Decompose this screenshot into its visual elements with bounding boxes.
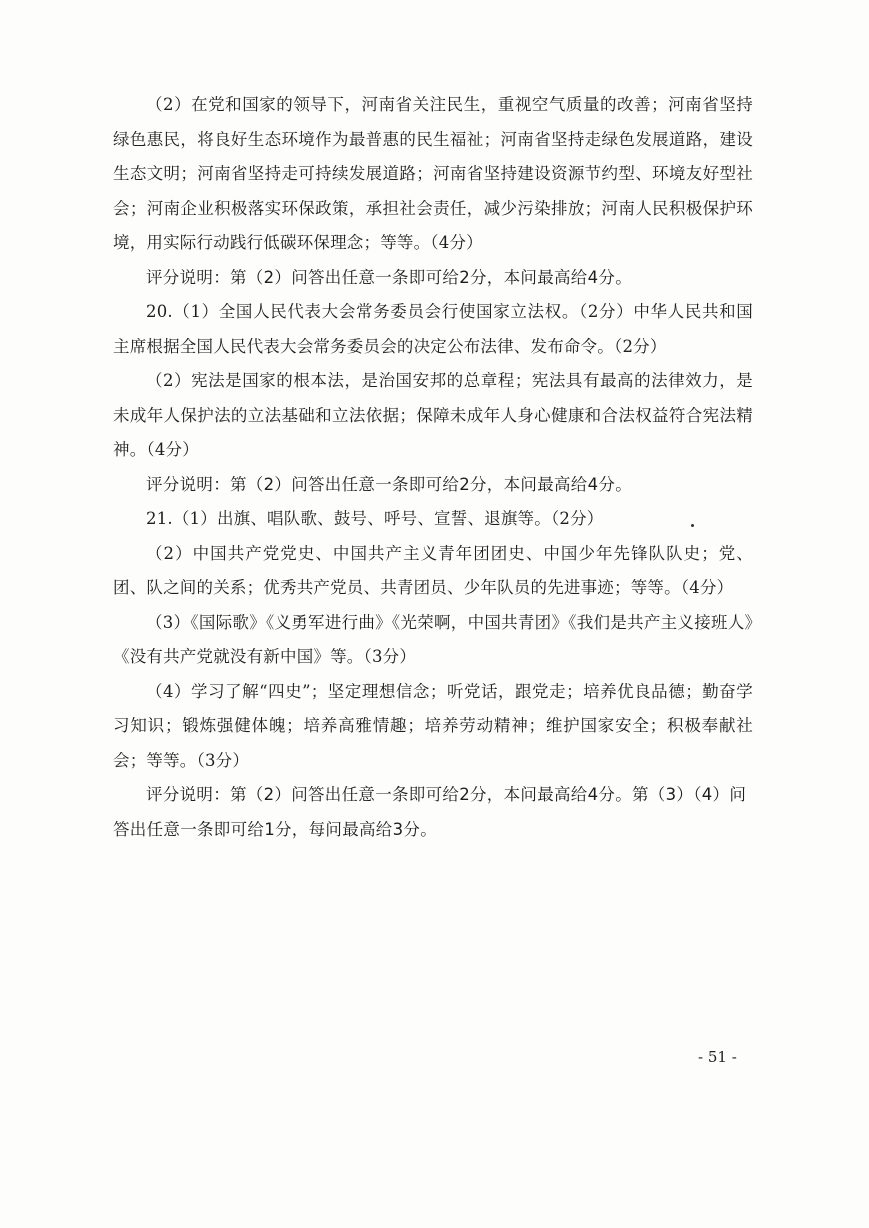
answer-content (113, 88, 753, 847)
q20-scoring-note: 评分说明：第（2）问答出任意一条即可给2分，本问最高给4分。 (146, 474, 632, 494)
q20-part1-answer: 20.（1）全国人民代表大会常务委员会行使国家立法权。（2分）中华人民共和国主席根据全国人民代表大会常务委员会的决定公布法律、发布命令。（2分） (113, 302, 753, 356)
q21-part4-answer: （4）学习了解“四史”；坚定理想信念；听党话，跟党走；培养优良品德；勤奋学习知识；锻炼强健体魄；培养高雅情趣；培养劳动精神；维护国家安全；积极奉献社会；等等。（3分） (113, 681, 753, 770)
q19-scoring-note: 评分说明：第（2）问答出任意一条即可给2分，本问最高给4分。 (146, 267, 632, 287)
q21-part1-answer: 21.（1）出旗、唱队歌、鼓号、呼号、宣誓、退旗等。（2分） (146, 509, 604, 528)
q21-part2-answer: （2）中国共产党党史、中国共产主义青年团团史、中国少年先锋队队史；党、团、队之间的关系；优秀共产党员、共青团员、少年队员的先进事迹；等等。（4分） (113, 543, 753, 597)
q20-part2-answer: （2）宪法是国家的根本法，是治国安邦的总章程；宪法具有最高的法律效力，是未成年人保护法的立法基础和立法依据；保障未成年人身心健康和合法权益符合宪法精神。（4分） (113, 371, 753, 459)
scan-speck (691, 524, 694, 527)
q21-part3-answer: （3）《国际歌》《义勇军进行曲》《光荣啊，中国共青团》《我们是共产主义接班人》《没有共产党就没有新中国》等。（3分） (113, 612, 753, 666)
q21-scoring-note: 评分说明：第（2）问答出任意一条即可给2分，本问最高给4分。第（3）（4）问答出任意一条即可给1分，每问最高给3分。 (113, 785, 747, 839)
q19-part2-answer: （2）在党和国家的领导下，河南省关注民生，重视空气质量的改善；河南省坚持绿色惠民，将良好生态环境作为最普惠的民生福祉；河南省坚持走绿色发展道路，建设生态文明；河南省坚持走可持续发展道路；河南省坚持建设资源节约型、环境友好型社会；河南企业积极落实环保政策，承担社会责任，减少污染排放；河南人民积极保护环境，用实际行动践行低碳环保理念；等等。（4分） (113, 95, 753, 252)
page-number: - 51 - (698, 1048, 737, 1066)
